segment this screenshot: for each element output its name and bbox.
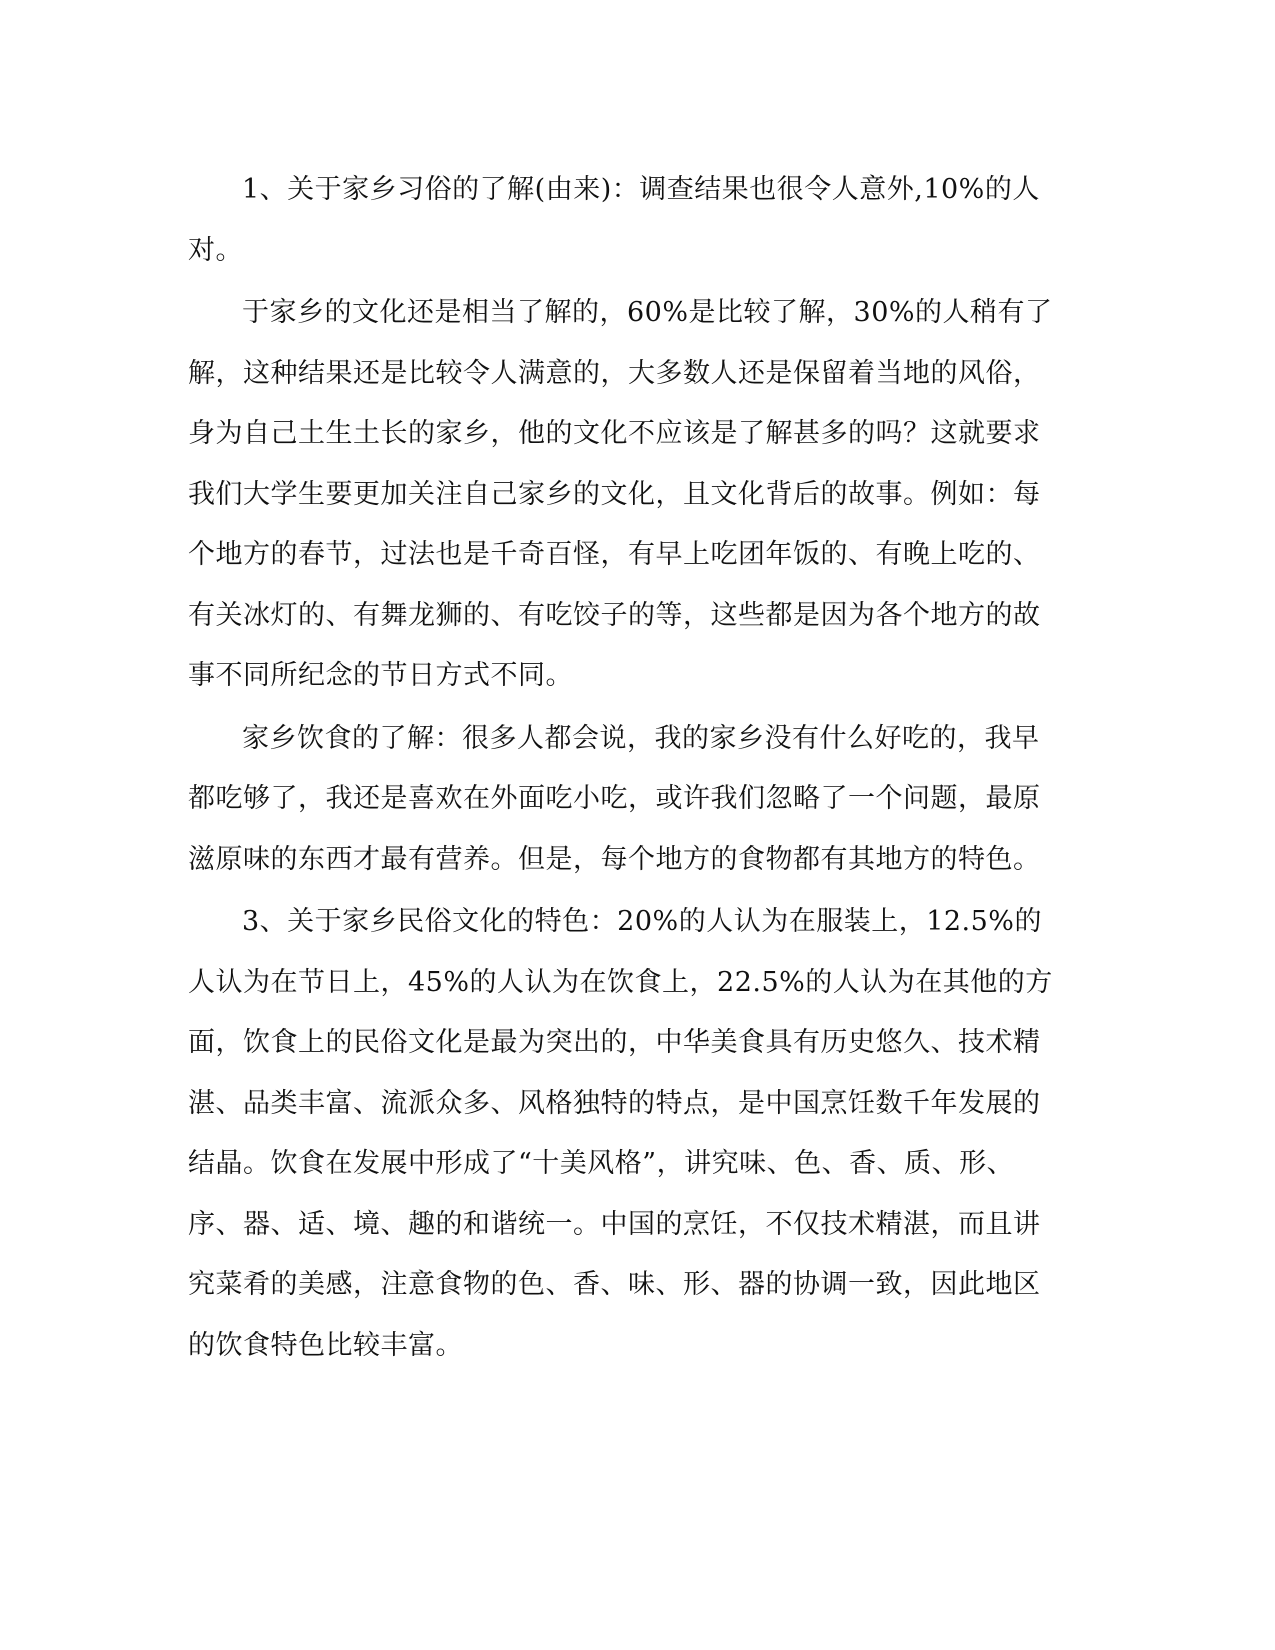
document-body <box>188 160 1058 1376</box>
paragraph-3: 家乡饮食的了解：很多人都会说，我的家乡没有什么好吃的，我早都吃够了，我还是喜欢在外面吃小吃，或许我们忽略了一个问题，最原滋原味的东西才最有营养。但是，每个地方的食物都有其地方的特色。 <box>188 722 1041 875</box>
paragraph-4: 3、关于家乡民俗文化的特色：20%的人认为在服装上，12.5%的人认为在节日上，45%的人认为在饮食上，22.5%的人认为在其他的方面，饮食上的民俗文化是最为突出的，中华美食具有历史悠久、技术精湛、品类丰富、流派众多、风格独特的特点，是中国烹饪数千年发展的结晶。饮食在发展中形成了“十美风格”，讲究味、色、香、质、形、序、器、适、境、趣的和谐统一。中国的烹饪，不仅技术精湛，而且讲究菜肴的美感，注意食物的色、香、味、形、器的协调一致，因此地区的饮食特色比较丰富。 <box>188 906 1053 1361</box>
paragraph-2: 于家乡的文化还是相当了解的，60%是比较了解，30%的人稍有了解，这种结果还是比较令人满意的，大多数人还是保留着当地的风俗，身为自己土生土长的家乡，他的文化不应该是了解甚多的吗？这就要求我们大学生要更加关注自己家乡的文化，且文化背后的故事。例如：每个地方的春节，过法也是千奇百怪，有早上吃团年饭的、有晚上吃的、有关冰灯的、有舞龙狮的、有吃饺子的等，这些都是因为各个地方的故事不同所纪念的节日方式不同。 <box>188 297 1053 691</box>
paragraph-1: 1、关于家乡习俗的了解(由来)：调查结果也很令人意外,10%的人对。 <box>188 174 1040 266</box>
